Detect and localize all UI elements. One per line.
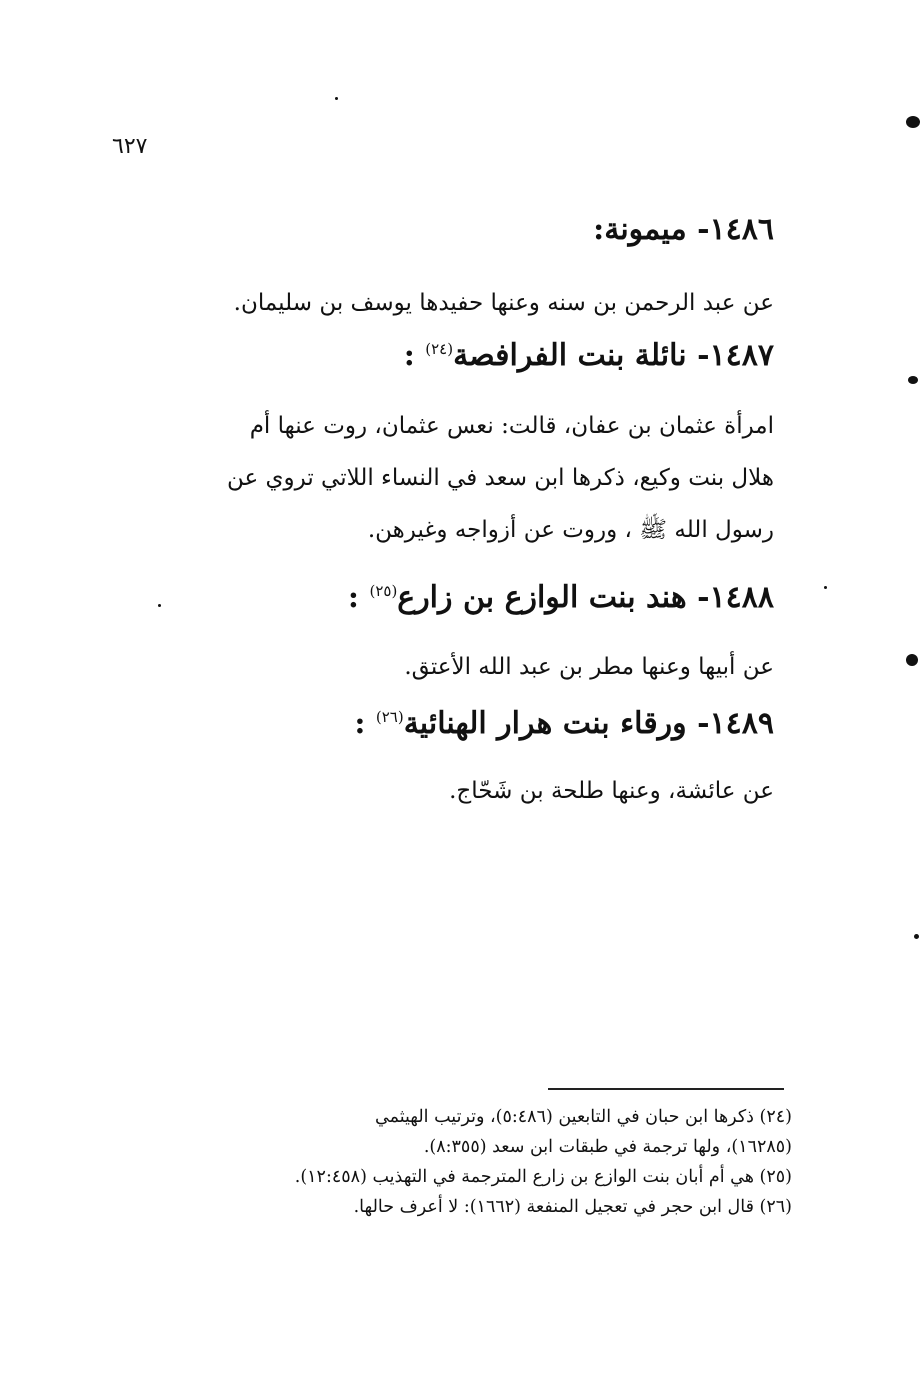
entry-title: ١٤٨٨- هند بنت الوازع بن زارع: [397, 580, 774, 615]
body-line: امرأة عثمان بن عفان، قالت: نعس عثمان، روت عنها أم: [249, 413, 774, 439]
entry-body-1486: [234, 276, 774, 330]
footnote-separator: [548, 1088, 784, 1090]
body-line: عن أبيها وعنها مطر بن عبد الله الأعتق.: [404, 654, 774, 680]
body-line: عن عبد الرحمن بن سنه وعنها حفيدها يوسف بن سليمان.: [233, 290, 774, 316]
page-number: ٦٢٧: [112, 134, 148, 159]
entry-title: ١٤٨٩- ورقاء بنت هرار الهنائية: [403, 706, 774, 741]
scan-speck: [908, 376, 918, 384]
footnote-ref: (٢٦): [375, 708, 404, 726]
scan-speck: [335, 97, 338, 100]
scan-speck: [906, 116, 920, 128]
footnote-line: (١٦٢٨٥)، ولها ترجمة في طبقات ابن سعد (٨:٣٥٥).: [423, 1137, 792, 1157]
heading-suffix: :: [403, 338, 426, 373]
entry-body-1488: [404, 640, 774, 694]
entry-body-1487: [124, 400, 774, 556]
entry-heading-1489: [354, 706, 774, 741]
scan-speck: [824, 586, 827, 589]
body-line: رسول الله ﷺ ، وروت عن أزواجه وغيرهن.: [367, 517, 774, 543]
footnote-ref: (٢٤): [425, 340, 454, 358]
body-line: عن عائشة، وعنها طلحة بن شَحّاج.: [449, 778, 774, 804]
footnote-line: (٢٤) ذكرها ابن حبان في التابعين (٥:٤٨٦)، وترتيب الهيثمي: [375, 1107, 792, 1127]
footnote-ref: (٢٥): [369, 582, 398, 600]
footnotes: [132, 1102, 792, 1222]
entry-heading-1487: [404, 338, 774, 373]
entry-title: ١٤٨٧- نائلة بنت الفرافصة: [453, 338, 774, 373]
scan-speck: [914, 934, 919, 939]
entry-heading-1486: [593, 212, 774, 247]
footnote-line: (٢٥) هي أم أبان بنت الوازع بن زارع المترجمة في التهذيب (١٢:٤٥٨).: [294, 1167, 792, 1187]
footnote-line: (٢٦) قال ابن حجر في تعجيل المنفعة (١٦٦٢): لا أعرف حالها.: [353, 1197, 792, 1217]
entry-title: ١٤٨٦- ميمونة:: [593, 212, 774, 247]
body-line: هلال بنت وكيع، ذكرها ابن سعد في النساء اللاتي تروي عن: [227, 465, 774, 491]
heading-suffix: :: [347, 580, 370, 615]
heading-suffix: :: [354, 706, 376, 741]
entry-body-1489: [449, 764, 774, 818]
scan-speck: [906, 654, 918, 666]
entry-heading-1488: [348, 580, 774, 615]
scan-speck: [158, 604, 161, 607]
